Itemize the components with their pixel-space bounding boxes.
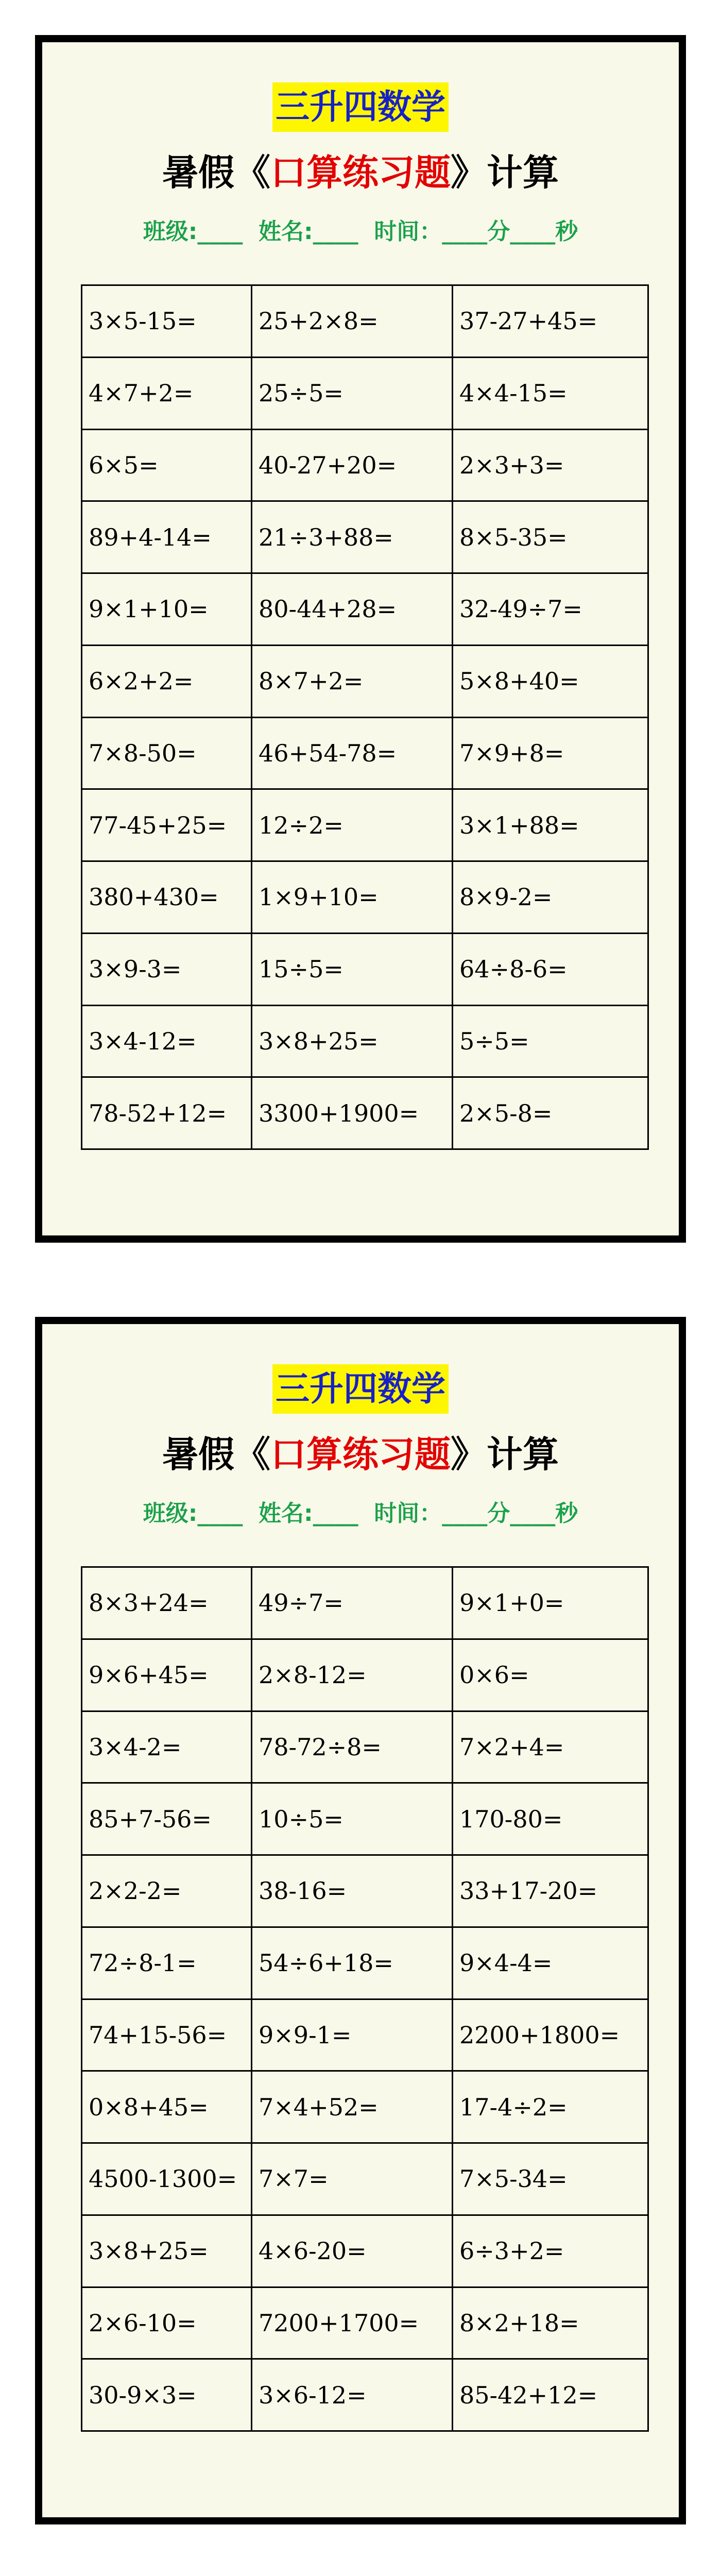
exercise-cell: 25+2×8= [252,285,453,358]
exercise-cell: 89+4-14= [82,501,252,573]
table-row [82,2359,648,2431]
table-row [82,2071,648,2143]
exercise-cell: 7×7= [252,2143,453,2215]
grade-label: 三升四数学 [272,82,449,132]
title-part-red: 口算练习题 [270,1433,451,1476]
table-row [82,1711,648,1783]
exercise-cell: 7×8-50= [82,717,252,789]
title-part-pre: 暑假《 [162,151,270,194]
exercise-cell: 7×4+52= [252,2071,453,2143]
exercise-cell: 6÷3+2= [453,2215,648,2287]
exercise-cell: 3×8+25= [252,1005,453,1077]
exercise-cell: 77-45+25= [82,789,252,861]
exercise-cell: 3×9-3= [82,933,252,1005]
table-row [82,1855,648,1927]
grade-heading [42,82,679,132]
exercise-cell: 25÷5= [252,357,453,429]
exercise-cell: 7×5-34= [453,2143,648,2215]
exercise-cell: 7200+1700= [252,2287,453,2359]
exercise-cell: 72÷8-1= [82,1927,252,1999]
worksheet-title [42,1430,679,1479]
student-info-line: 班级:____ 姓名:____ 时间：____分____秒 [143,218,578,245]
exercise-cell: 8×2+18= [453,2287,648,2359]
exercise-cell: 6×5= [82,429,252,501]
table-row [82,501,648,573]
exercise-cell: 9×4-4= [453,1927,648,1999]
table-row [82,1005,648,1077]
table-row [82,429,648,501]
exercise-cell: 8×5-35= [453,501,648,573]
table-row [82,1783,648,1855]
exercise-cell: 6×2+2= [82,645,252,717]
title-part-post: 》计算 [451,1433,559,1476]
table-row [82,2287,648,2359]
table-row [82,645,648,717]
table-row [82,2143,648,2215]
exercise-cell: 4×6-20= [252,2215,453,2287]
exercise-cell: 12÷2= [252,789,453,861]
title-part-red: 口算练习题 [270,151,451,194]
exercise-cell: 2×2-2= [82,1855,252,1927]
worksheet-card [35,1317,686,2524]
exercise-cell: 38-16= [252,1855,453,1927]
worksheet-title [42,148,679,197]
exercise-cell: 170-80= [453,1783,648,1855]
exercise-cell: 4500-1300= [82,2143,252,2215]
exercise-cell: 4×4-15= [453,357,648,429]
exercise-cell: 32-49÷7= [453,573,648,646]
table-row [82,789,648,861]
exercise-table [81,284,649,1150]
table-row [82,1999,648,2071]
table-row [82,933,648,1005]
table-row [82,357,648,429]
exercise-cell: 7×9+8= [453,717,648,789]
exercise-cell: 54÷6+18= [252,1927,453,1999]
title-part-post: 》计算 [451,151,559,194]
exercise-cell: 30-9×3= [82,2359,252,2431]
exercise-cell: 15÷5= [252,933,453,1005]
exercise-cell: 2×3+3= [453,429,648,501]
exercise-cell: 33+17-20= [453,1855,648,1927]
table-row [82,1639,648,1711]
exercise-cell: 1×9+10= [252,861,453,934]
exercise-cell: 3×8+25= [82,2215,252,2287]
exercise-cell: 380+430= [82,861,252,934]
exercise-cell: 2×5-8= [453,1077,648,1149]
table-row [82,717,648,789]
table-row [82,285,648,358]
table-row [82,1077,648,1149]
exercise-cell: 4×7+2= [82,357,252,429]
exercise-cell: 80-44+28= [252,573,453,646]
exercise-cell: 5×8+40= [453,645,648,717]
table-row [82,1567,648,1639]
exercise-cell: 0×8+45= [82,2071,252,2143]
table-row [82,1927,648,1999]
exercise-cell: 46+54-78= [252,717,453,789]
exercise-cell: 8×3+24= [82,1567,252,1639]
worksheet-card [35,35,686,1243]
exercise-cell: 5÷5= [453,1005,648,1077]
grade-label: 三升四数学 [272,1364,449,1414]
exercise-cell: 3×5-15= [82,285,252,358]
exercise-cell: 9×1+0= [453,1567,648,1639]
exercise-cell: 85-42+12= [453,2359,648,2431]
exercise-cell: 85+7-56= [82,1783,252,1855]
exercise-cell: 8×9-2= [453,861,648,934]
exercise-cell: 21÷3+88= [252,501,453,573]
exercise-cell: 78-72÷8= [252,1711,453,1783]
exercise-cell: 78-52+12= [82,1077,252,1149]
grade-heading [42,1364,679,1414]
title-part-pre: 暑假《 [162,1433,270,1476]
exercise-cell: 8×7+2= [252,645,453,717]
exercise-cell: 2×6-10= [82,2287,252,2359]
exercise-cell: 2200+1800= [453,1999,648,2071]
table-row [82,861,648,934]
exercise-table [81,1566,649,2432]
exercise-cell: 3×4-2= [82,1711,252,1783]
exercise-cell: 2×8-12= [252,1639,453,1711]
exercise-cell: 3×4-12= [82,1005,252,1077]
table-row [82,2215,648,2287]
exercise-cell: 3×6-12= [252,2359,453,2431]
exercise-cell: 9×6+45= [82,1639,252,1711]
exercise-cell: 0×6= [453,1639,648,1711]
exercise-cell: 49÷7= [252,1567,453,1639]
exercise-cell: 3300+1900= [252,1077,453,1149]
exercise-cell: 9×1+10= [82,573,252,646]
exercise-cell: 9×9-1= [252,1999,453,2071]
exercise-cell: 37-27+45= [453,285,648,358]
exercise-cell: 17-4÷2= [453,2071,648,2143]
exercise-cell: 10÷5= [252,1783,453,1855]
exercise-cell: 64÷8-6= [453,933,648,1005]
exercise-cell: 74+15-56= [82,1999,252,2071]
table-row [82,573,648,646]
exercise-cell: 3×1+88= [453,789,648,861]
exercise-cell: 40-27+20= [252,429,453,501]
student-info-line: 班级:____ 姓名:____ 时间：____分____秒 [143,1500,578,1527]
exercise-cell: 7×2+4= [453,1711,648,1783]
